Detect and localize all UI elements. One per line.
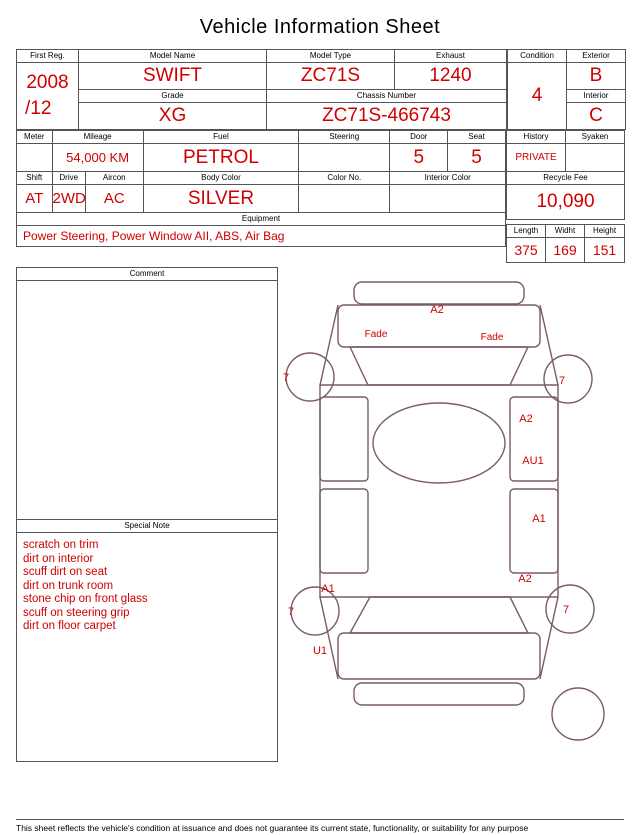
dimensions-table <box>506 224 625 263</box>
value-seat: 5 <box>448 144 506 172</box>
label-equipment: Equipment <box>17 213 506 226</box>
value-widht: 169 <box>546 238 585 263</box>
spec-table <box>16 130 506 247</box>
history-recycle-tables <box>506 130 624 263</box>
special-note-line: dirt on floor carpet <box>23 620 116 632</box>
special-note-line: dirt on interior <box>23 552 94 565</box>
bottom-section <box>16 267 624 762</box>
value-aircon: AC <box>85 185 143 213</box>
special-note-line: stone chip on front glass <box>23 593 148 605</box>
diagram-mark: A2 <box>430 304 444 316</box>
value-recycle-fee: 10,090 <box>507 185 625 220</box>
special-note-line: scratch on trim <box>23 539 99 551</box>
comment-body <box>17 281 277 519</box>
value-exhaust: 1240 <box>395 63 507 90</box>
diagram-mark: A1 <box>532 513 546 525</box>
value-chassis-number: ZC71S-466743 <box>267 103 507 130</box>
value-length: 375 <box>507 238 546 263</box>
label-door: Door <box>390 131 448 144</box>
label-exterior: Exterior <box>567 50 626 63</box>
label-height: Height <box>585 225 625 238</box>
diagram-mark: 7 <box>282 372 290 384</box>
diagram-mark: U1 <box>312 645 328 657</box>
vehicle-identity-table <box>16 49 507 130</box>
label-drive: Drive <box>52 172 85 185</box>
label-steering: Steering <box>299 131 390 144</box>
value-shift: AT <box>17 185 53 213</box>
diagram-mark: A2 <box>518 573 532 585</box>
label-grade: Grade <box>79 90 267 103</box>
diagram-mark: Fade <box>364 329 388 340</box>
label-syaken: Syaken <box>566 131 625 144</box>
vehicle-damage-diagram <box>278 267 624 762</box>
value-mileage: 54,000 KM <box>52 144 143 172</box>
value-first-reg-year: 2008 <box>26 72 69 93</box>
label-exhaust: Exhaust <box>395 50 507 63</box>
special-note-line: dirt on trunk room <box>23 579 114 592</box>
comment-and-special-note <box>16 267 278 762</box>
condition-table <box>507 49 626 130</box>
label-model-name: Model Name <box>79 50 267 63</box>
label-first-reg: First Reg. <box>17 50 79 63</box>
label-mileage: Mileage <box>52 131 143 144</box>
value-body-color: SILVER <box>143 185 299 213</box>
label-meter: Meter <box>17 131 53 144</box>
label-history: History <box>507 131 566 144</box>
top-section <box>16 49 624 130</box>
label-color-no: Color No. <box>299 172 390 185</box>
label-recycle-fee: Recycle Fee <box>507 172 625 185</box>
label-body-color: Body Color <box>143 172 299 185</box>
special-note-body <box>17 533 277 634</box>
comment-header: Comment <box>17 268 277 281</box>
label-interior-color: Interior Color <box>390 172 506 185</box>
value-height: 151 <box>585 238 625 263</box>
value-syaken <box>566 144 625 172</box>
value-door: 5 <box>390 144 448 172</box>
special-note-line: scuff on steering grip <box>23 606 130 619</box>
diagram-mark: AU1 <box>522 455 544 467</box>
label-length: Length <box>507 225 546 238</box>
page-title: Vehicle Information Sheet <box>199 16 441 38</box>
value-color-no <box>299 185 390 213</box>
diagram-mark: 7 <box>287 606 295 618</box>
value-grade: XG <box>79 103 267 130</box>
value-equipment: Power Steering, Power Window AII, ABS, Air Bag <box>17 226 506 247</box>
diagram-mark: A1 <box>321 583 335 595</box>
label-widht: Widht <box>546 225 585 238</box>
label-seat: Seat <box>448 131 506 144</box>
label-fuel: Fuel <box>143 131 299 144</box>
value-interior-color <box>390 185 506 213</box>
value-drive: 2WD <box>52 185 85 213</box>
diagram-mark: 7 <box>558 375 566 387</box>
label-model-type: Model Type <box>267 50 395 63</box>
value-model-name: SWIFT <box>79 63 267 90</box>
special-note-header: Special Note <box>17 519 277 533</box>
label-shift: Shift <box>17 172 53 185</box>
middle-section <box>16 130 624 263</box>
spec-tables <box>16 130 506 263</box>
value-history: PRIVATE <box>507 144 566 172</box>
label-aircon: Aircon <box>85 172 143 185</box>
diagram-mark: 7 <box>562 604 570 616</box>
value-condition: 4 <box>508 63 567 130</box>
value-fuel: PETROL <box>143 144 299 172</box>
history-table <box>506 130 625 220</box>
label-condition: Condition <box>508 50 567 63</box>
value-meter <box>17 144 53 172</box>
special-note-line: scuff dirt on seat <box>23 566 108 578</box>
diagram-mark: Fade <box>480 332 504 343</box>
car-diagram-svg <box>278 267 624 762</box>
value-steering <box>299 144 390 172</box>
value-first-reg-month: /12 <box>25 98 52 119</box>
diagram-mark: A2 <box>519 413 533 425</box>
value-interior: C <box>567 103 626 130</box>
label-interior: Interior <box>567 90 626 103</box>
label-chassis-number: Chassis Number <box>267 90 507 103</box>
value-first-reg <box>17 63 79 130</box>
value-model-type: ZC71S <box>267 63 395 90</box>
value-exterior: B <box>567 63 626 90</box>
footer-disclaimer: This sheet reflects the vehicle's condition at issuance and does not guarantee its current state, functionality, or suitability for any purpose <box>16 819 624 833</box>
